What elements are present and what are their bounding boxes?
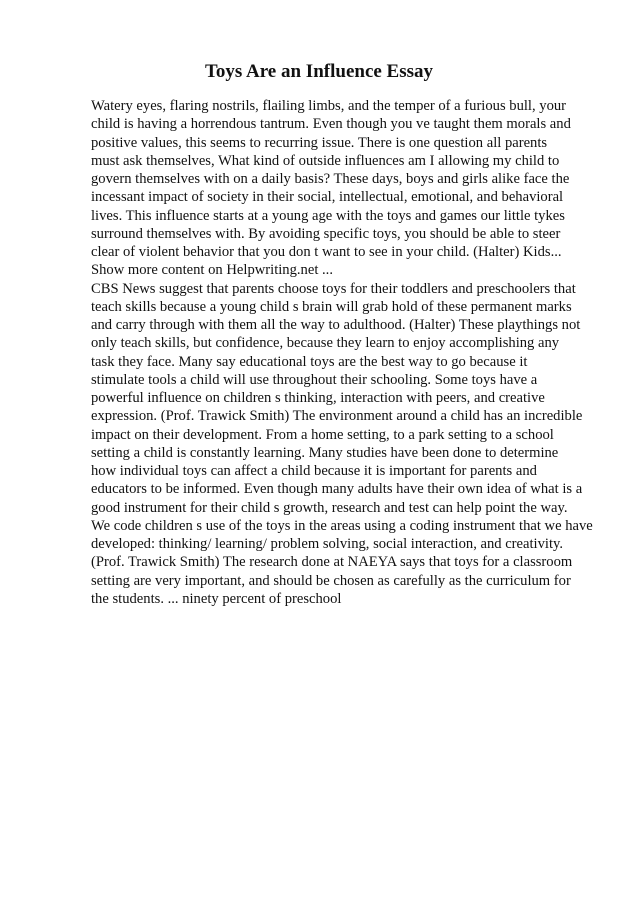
essay-line: expression. (Prof. Trawick Smith) The environment around a child has an incredible: [91, 408, 583, 425]
essay-line: good instrument for their child s growth, research and test can help point the way.: [91, 499, 568, 516]
essay-line: educators to be informed. Even though many adults have their own idea of what is a: [91, 481, 583, 498]
essay-line: Show more content on Helpwriting.net ...: [91, 262, 333, 279]
essay-line: impact on their development. From a home setting, to a park setting to a school: [91, 426, 554, 443]
essay-line: teach skills because a young child s brain will grab hold of these permanent marks: [91, 298, 572, 315]
essay-line: stimulate tools a child will use throughout their schooling. Some toys have a: [91, 371, 538, 388]
essay-line: the students. ... ninety percent of preschool: [91, 590, 342, 607]
essay-body: [91, 97, 621, 608]
essay-title: Toys Are an Influence Essay: [204, 61, 434, 82]
essay-line: incessant impact of society in their social, intellectual, emotional, and behavioral: [91, 189, 564, 206]
essay-line: clear of violent behavior that you don t want to see in your child. (Halter) Kids...: [91, 244, 562, 260]
essay-line: setting a child is constantly learning. Many studies have been done to determine: [91, 444, 559, 461]
essay-line: lives. This influence starts at a young age with the toys and games our little tykes: [91, 207, 565, 224]
essay-line: only teach skills, but confidence, because they learn to enjoy accomplishing any: [91, 335, 560, 352]
essay-line: task they face. Many say educational toys are the best way to go because it: [91, 353, 528, 370]
essay-line: CBS News suggest that parents choose toys for their toddlers and preschoolers that: [91, 280, 576, 297]
essay-line: child is having a horrendous tantrum. Even though you ve taught them morals and: [91, 116, 571, 133]
essay-line: (Prof. Trawick Smith) The research done at NAEYA says that toys for a classroom: [91, 554, 573, 571]
essay-line: We code children s use of the toys in the areas using a coding instrument that we have: [91, 517, 593, 534]
essay-line: must ask themselves, What kind of outside influences am I allowing my child to: [91, 152, 560, 169]
essay-line: Watery eyes, flaring nostrils, flailing limbs, and the temper of a furious bull, your: [91, 98, 567, 114]
essay-line: developed: thinking/ learning/ problem solving, social interaction, and creativity.: [91, 536, 564, 552]
essay-line: govern themselves with on a daily basis? These days, boys and girls alike face the: [91, 171, 570, 187]
essay-line: surround themselves with. By avoiding specific toys, you should be able to steer: [91, 225, 561, 242]
essay-line: how individual toys can affect a child because it is important for parents and: [91, 463, 537, 479]
essay-line: powerful influence on children s thinking, interaction with peers, and creative: [91, 390, 545, 406]
essay-line: setting are very important, and should be chosen as carefully as the curriculum for: [91, 572, 571, 589]
essay-line: and carry through with them all the way to adulthood. (Halter) These playthings not: [91, 317, 581, 333]
essay-line: positive values, this seems to recurring issue. There is one question all parents: [91, 134, 548, 151]
